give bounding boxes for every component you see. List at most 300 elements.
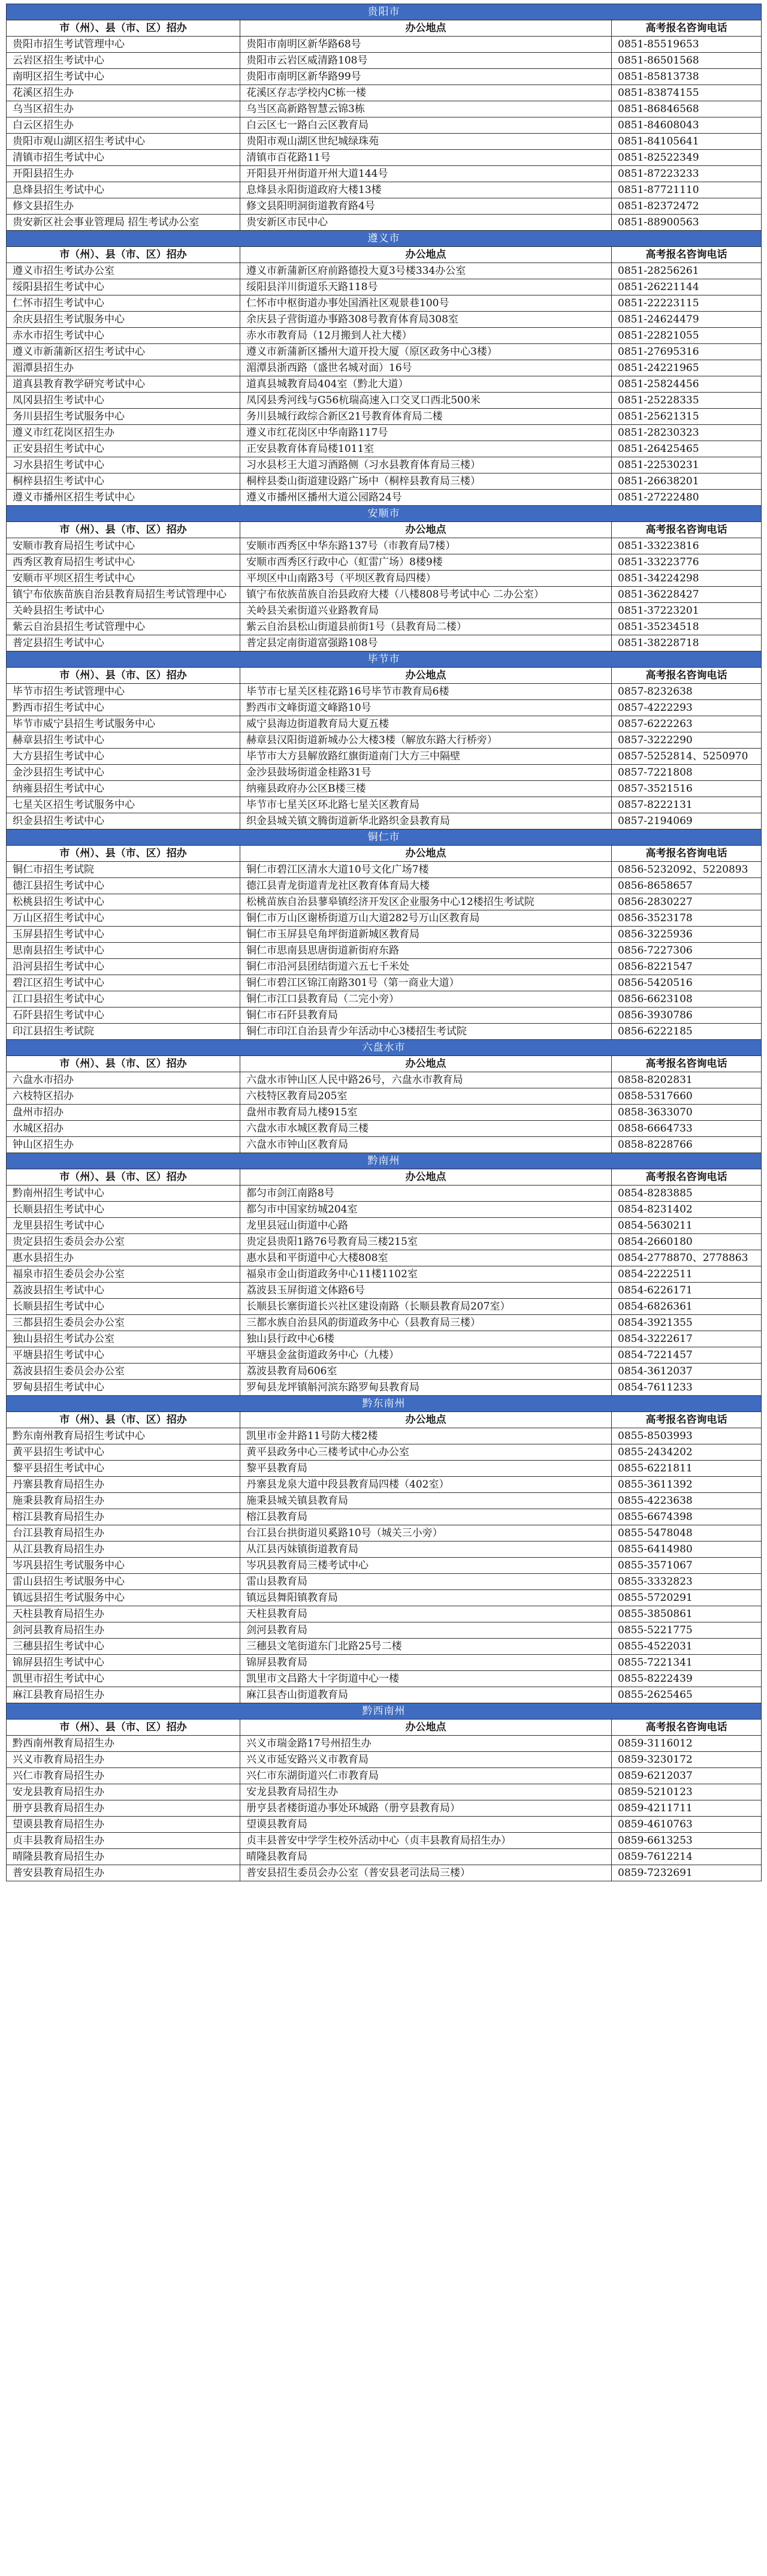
column-header-row xyxy=(7,1412,762,1428)
office-phone-cell: 0851-38228718 xyxy=(612,635,762,651)
region-title: 毕节市 xyxy=(7,651,762,668)
table-row xyxy=(7,813,762,829)
office-phone-cell: 0856-6623108 xyxy=(612,991,762,1008)
table-row xyxy=(7,991,762,1008)
table-row xyxy=(7,1072,762,1088)
office-address-cell: 凯里市金井路11号防大楼2楼 xyxy=(240,1428,612,1444)
office-address-cell: 贞丰县普安中学学生校外活动中心（贞丰县教育局招生办） xyxy=(240,1833,612,1849)
column-header-row xyxy=(7,247,762,263)
office-phone-cell: 0854-8283885 xyxy=(612,1186,762,1202)
table-row xyxy=(7,215,762,231)
table-row xyxy=(7,684,762,700)
table-row xyxy=(7,393,762,409)
office-phone-cell: 0854-2660180 xyxy=(612,1234,762,1250)
table-row xyxy=(7,1655,762,1671)
office-name-cell: 息烽县招生考试中心 xyxy=(7,182,240,198)
office-name-cell: 黄平县招生考试中心 xyxy=(7,1444,240,1461)
office-phone-cell: 0854-2222511 xyxy=(612,1266,762,1283)
office-phone-cell: 0858-8202831 xyxy=(612,1072,762,1088)
column-header-phone: 高考报名咨询电话 xyxy=(612,20,762,37)
office-address-cell: 花溪区存志学校内C栋一楼 xyxy=(240,85,612,101)
office-address-cell: 惠水县和平街道中心大楼808室 xyxy=(240,1250,612,1266)
office-address-cell: 铜仁市碧江区清水大道10号文化广场7楼 xyxy=(240,862,612,878)
office-name-cell: 剑河县教育局招生办 xyxy=(7,1622,240,1639)
office-name-cell: 六盘水市招办 xyxy=(7,1072,240,1088)
office-address-cell: 安顺市西秀区行政中心（虹雷广场）8楼9楼 xyxy=(240,554,612,571)
table-row xyxy=(7,1331,762,1347)
column-header-office: 市（州）、县（市、区）招办 xyxy=(7,20,240,37)
table-row xyxy=(7,587,762,603)
table-row xyxy=(7,635,762,651)
office-phone-cell: 0855-4223638 xyxy=(612,1493,762,1509)
office-address-cell: 从江县丙妹镇街道教育局 xyxy=(240,1542,612,1558)
office-name-cell: 印江县招生考试院 xyxy=(7,1024,240,1040)
region-title: 铜仁市 xyxy=(7,829,762,846)
office-name-cell: 安顺市平坝区招生考试中心 xyxy=(7,571,240,587)
office-address-cell: 修文县阳明洞街道教育路4号 xyxy=(240,198,612,215)
table-row xyxy=(7,1509,762,1525)
office-address-cell: 岑巩县教育局三楼考试中心 xyxy=(240,1558,612,1574)
office-address-cell: 黔西市文峰街道文峰路10号 xyxy=(240,700,612,716)
office-address-cell: 三穗县文笔街道东门北路25号二楼 xyxy=(240,1639,612,1655)
office-address-cell: 务川县城行政综合新区21号教育体育局二楼 xyxy=(240,409,612,425)
office-address-cell: 独山县行政中心6楼 xyxy=(240,1331,612,1347)
table-row xyxy=(7,473,762,490)
region-title: 六盘水市 xyxy=(7,1040,762,1056)
office-phone-cell: 0859-5210123 xyxy=(612,1784,762,1800)
office-phone-cell: 0851-82522349 xyxy=(612,150,762,166)
table-row xyxy=(7,1347,762,1364)
table-row xyxy=(7,716,762,732)
office-phone-cell: 0856-3523178 xyxy=(612,910,762,927)
table-row xyxy=(7,85,762,101)
office-name-cell: 三穗县招生考试中心 xyxy=(7,1639,240,1655)
office-address-cell: 施秉县城关镇县教育局 xyxy=(240,1493,612,1509)
office-name-cell: 关岭县招生考试中心 xyxy=(7,603,240,619)
table-row xyxy=(7,1266,762,1283)
office-name-cell: 西秀区教育局招生考试中心 xyxy=(7,554,240,571)
office-address-cell: 贵安新区市民中心 xyxy=(240,215,612,231)
table-row xyxy=(7,878,762,894)
column-header-row xyxy=(7,1169,762,1186)
office-name-cell: 黔西市招生考试中心 xyxy=(7,700,240,716)
office-address-cell: 都匀市中国家纺城204室 xyxy=(240,1202,612,1218)
office-address-cell: 雷山县教育局 xyxy=(240,1574,612,1590)
table-row xyxy=(7,1622,762,1639)
office-phone-cell: 0851-25621315 xyxy=(612,409,762,425)
office-name-cell: 沿河县招生考试中心 xyxy=(7,959,240,975)
office-name-cell: 正安县招生考试中心 xyxy=(7,441,240,457)
office-phone-cell: 0854-7221457 xyxy=(612,1347,762,1364)
office-phone-cell: 0859-3116012 xyxy=(612,1736,762,1752)
office-name-cell: 务川县招生考试服务中心 xyxy=(7,409,240,425)
table-row xyxy=(7,603,762,619)
office-address-cell: 都匀市剑江南路8号 xyxy=(240,1186,612,1202)
office-address-cell: 天柱县教育局 xyxy=(240,1606,612,1622)
office-name-cell: 贞丰县教育局招生办 xyxy=(7,1833,240,1849)
office-phone-cell: 0851-83874155 xyxy=(612,85,762,101)
office-phone-cell: 0854-3222617 xyxy=(612,1331,762,1347)
office-address-cell: 开阳县开州街道开州大道144号 xyxy=(240,166,612,182)
office-phone-cell: 0858-8228766 xyxy=(612,1137,762,1153)
office-address-cell: 兴义市延安路兴义市教育局 xyxy=(240,1752,612,1768)
table-row xyxy=(7,1833,762,1849)
office-name-cell: 万山区招生考试中心 xyxy=(7,910,240,927)
office-address-cell: 长顺县长寨街道长兴社区建设南路（长顺县教育局207室） xyxy=(240,1299,612,1315)
table-row xyxy=(7,1008,762,1024)
office-name-cell: 遵义市红花岗区招生办 xyxy=(7,425,240,441)
office-address-cell: 铜仁市石阡县教育局 xyxy=(240,1008,612,1024)
table-row xyxy=(7,263,762,279)
office-address-cell: 铜仁市江口县教育局（二完小旁） xyxy=(240,991,612,1008)
table-row xyxy=(7,765,762,781)
office-phone-cell: 0851-35234518 xyxy=(612,619,762,635)
office-address-cell: 道真县城教育局404室（黔北大道） xyxy=(240,376,612,393)
office-phone-cell: 0855-5478048 xyxy=(612,1525,762,1542)
office-address-cell: 桐梓县娄山街道建设路广场中（桐梓县教育局三楼） xyxy=(240,473,612,490)
office-phone-cell: 0856-6222185 xyxy=(612,1024,762,1040)
office-address-cell: 晴隆县教育局 xyxy=(240,1849,612,1865)
office-phone-cell: 0851-22821055 xyxy=(612,328,762,344)
table-row xyxy=(7,1105,762,1121)
office-address-cell: 贵阳市南明区新华路68号 xyxy=(240,37,612,53)
office-phone-cell: 0851-22223115 xyxy=(612,295,762,312)
office-address-cell: 紫云自治县松山街道县前街1号（县教育局二楼） xyxy=(240,619,612,635)
office-address-cell: 镇宁布依族苗族自治县政府大楼（八楼808号考试中心 二办公室） xyxy=(240,587,612,603)
office-phone-cell: 0855-6414980 xyxy=(612,1542,762,1558)
office-name-cell: 碧江区招生考试中心 xyxy=(7,975,240,991)
office-name-cell: 玉屏县招生考试中心 xyxy=(7,927,240,943)
region-header-row xyxy=(7,1703,762,1720)
office-name-cell: 花溪区招生办 xyxy=(7,85,240,101)
office-name-cell: 贵定县招生委员会办公室 xyxy=(7,1234,240,1250)
office-phone-cell: 0855-5720291 xyxy=(612,1590,762,1606)
office-phone-cell: 0851-27695316 xyxy=(612,344,762,360)
office-phone-cell: 0855-3850861 xyxy=(612,1606,762,1622)
table-row xyxy=(7,1186,762,1202)
column-header-row xyxy=(7,668,762,684)
office-name-cell: 金沙县招生考试中心 xyxy=(7,765,240,781)
office-phone-cell: 0851-86846568 xyxy=(612,101,762,117)
office-phone-cell: 0856-5420516 xyxy=(612,975,762,991)
office-address-cell: 织金县城关镇文腾街道新华北路织金县教育局 xyxy=(240,813,612,829)
office-name-cell: 麻江县教育局招生办 xyxy=(7,1687,240,1703)
table-row xyxy=(7,53,762,69)
column-header-row xyxy=(7,1056,762,1072)
office-address-cell: 遵义市红花岗区中华南路117号 xyxy=(240,425,612,441)
office-phone-cell: 0857-3521516 xyxy=(612,781,762,797)
office-name-cell: 三都县招生委员会办公室 xyxy=(7,1315,240,1331)
office-address-cell: 普安县招生委员会办公室（普安县老司法局三楼） xyxy=(240,1865,612,1881)
office-name-cell: 白云区招生办 xyxy=(7,117,240,134)
office-name-cell: 七星关区招生考试服务中心 xyxy=(7,797,240,813)
column-header-address: 办公地点 xyxy=(240,846,612,862)
office-address-cell: 安顺市西秀区中华东路137号（市教育局7楼） xyxy=(240,538,612,554)
office-address-cell: 凤冈县秀河线与G56杭瑞高速入口交叉口西北500米 xyxy=(240,393,612,409)
table-row xyxy=(7,1687,762,1703)
table-row xyxy=(7,441,762,457)
office-name-cell: 凯里市招生考试中心 xyxy=(7,1671,240,1687)
office-phone-cell: 0851-33223776 xyxy=(612,554,762,571)
office-phone-cell: 0854-2778870、2778863 xyxy=(612,1250,762,1266)
column-header-address: 办公地点 xyxy=(240,1056,612,1072)
office-address-cell: 荔波县玉屏街道文体路6号 xyxy=(240,1283,612,1299)
office-phone-cell: 0859-7612214 xyxy=(612,1849,762,1865)
table-row xyxy=(7,1299,762,1315)
office-name-cell: 湄潭县招生办 xyxy=(7,360,240,376)
office-phone-cell: 0851-24221965 xyxy=(612,360,762,376)
office-phone-cell: 0857-8222131 xyxy=(612,797,762,813)
table-row xyxy=(7,1364,762,1380)
office-address-cell: 赤水市教育局（12月搬到人社大楼） xyxy=(240,328,612,344)
office-address-cell: 平塘县金盆街道政务中心（九楼） xyxy=(240,1347,612,1364)
office-address-cell: 铜仁市万山区谢桥街道万山大道282号万山区教育局 xyxy=(240,910,612,927)
region-title: 安顺市 xyxy=(7,506,762,522)
office-name-cell: 安龙县教育局招生办 xyxy=(7,1784,240,1800)
office-address-cell: 松桃苗族自治县蓼皋镇经济开发区企业服务中心12楼招生考试院 xyxy=(240,894,612,910)
office-phone-cell: 0857-8232638 xyxy=(612,684,762,700)
office-phone-cell: 0855-7221341 xyxy=(612,1655,762,1671)
table-row xyxy=(7,1606,762,1622)
office-phone-cell: 0854-7611233 xyxy=(612,1380,762,1396)
office-phone-cell: 0851-82372472 xyxy=(612,198,762,215)
table-row xyxy=(7,894,762,910)
office-phone-cell: 0854-3921355 xyxy=(612,1315,762,1331)
office-address-cell: 镇远县舞阳镇教育局 xyxy=(240,1590,612,1606)
table-row xyxy=(7,1202,762,1218)
table-row xyxy=(7,1234,762,1250)
office-phone-cell: 0855-6674398 xyxy=(612,1509,762,1525)
office-address-cell: 六盘水市钟山区教育局 xyxy=(240,1137,612,1153)
office-address-cell: 毕节市七星关区环北路七星关区教育局 xyxy=(240,797,612,813)
office-address-cell: 册亨县者楼街道办事处环城路（册亨县教育局） xyxy=(240,1800,612,1817)
office-phone-cell: 0851-87721110 xyxy=(612,182,762,198)
table-row xyxy=(7,1137,762,1153)
table-row xyxy=(7,538,762,554)
office-phone-cell: 0859-7232691 xyxy=(612,1865,762,1881)
office-address-cell: 湄潭县浙西路（盛世名城对面）16号 xyxy=(240,360,612,376)
office-name-cell: 普安县教育局招生办 xyxy=(7,1865,240,1881)
office-phone-cell: 0851-85519653 xyxy=(612,37,762,53)
table-row xyxy=(7,360,762,376)
table-row xyxy=(7,1461,762,1477)
office-address-cell: 六盘水市水城区教育局三楼 xyxy=(240,1121,612,1137)
office-name-cell: 雷山县招生考试服务中心 xyxy=(7,1574,240,1590)
office-address-cell: 安龙县教育局招生办 xyxy=(240,1784,612,1800)
office-phone-cell: 0851-25824456 xyxy=(612,376,762,393)
table-row xyxy=(7,1865,762,1881)
office-name-cell: 长顺县招生考试中心 xyxy=(7,1299,240,1315)
office-address-cell: 威宁县海边街道教育局大夏五楼 xyxy=(240,716,612,732)
table-row xyxy=(7,1574,762,1590)
table-row xyxy=(7,910,762,927)
office-name-cell: 大方县招生考试中心 xyxy=(7,749,240,765)
office-address-cell: 铜仁市印江自治县青少年活动中心3楼招生考试院 xyxy=(240,1024,612,1040)
office-name-cell: 望谟县教育局招生办 xyxy=(7,1817,240,1833)
column-header-row xyxy=(7,20,762,37)
office-name-cell: 水城区招办 xyxy=(7,1121,240,1137)
office-phone-cell: 0851-25228335 xyxy=(612,393,762,409)
office-address-cell: 正安县教育体育局楼1011室 xyxy=(240,441,612,457)
table-row xyxy=(7,37,762,53)
office-phone-cell: 0851-27222480 xyxy=(612,490,762,506)
office-address-cell: 兴义市瑞金路17号州招生办 xyxy=(240,1736,612,1752)
office-name-cell: 荔波县招生考试中心 xyxy=(7,1283,240,1299)
office-name-cell: 兴义市教育局招生办 xyxy=(7,1752,240,1768)
office-name-cell: 从江县教育局招生办 xyxy=(7,1542,240,1558)
office-phone-cell: 0854-5630211 xyxy=(612,1218,762,1234)
office-name-cell: 遵义市播州区招生考试中心 xyxy=(7,490,240,506)
office-name-cell: 纳雍县招生考试中心 xyxy=(7,781,240,797)
office-name-cell: 施秉县教育局招生办 xyxy=(7,1493,240,1509)
office-address-cell: 乌当区高新路智慧云锦3栋 xyxy=(240,101,612,117)
column-header-office: 市（州）、县（市、区）招办 xyxy=(7,1412,240,1428)
table-row xyxy=(7,1784,762,1800)
office-address-cell: 贵阳市云岩区威清路108号 xyxy=(240,53,612,69)
region-title: 黔东南州 xyxy=(7,1396,762,1412)
office-address-cell: 六枝特区教育局205室 xyxy=(240,1088,612,1105)
office-address-cell: 龙里县冠山街道中心路 xyxy=(240,1218,612,1234)
office-phone-cell: 0855-6221811 xyxy=(612,1461,762,1477)
office-name-cell: 余庆县招生考试服务中心 xyxy=(7,312,240,328)
office-name-cell: 清镇市招生考试中心 xyxy=(7,150,240,166)
column-header-phone: 高考报名咨询电话 xyxy=(612,846,762,862)
office-name-cell: 习水县招生考试中心 xyxy=(7,457,240,473)
office-name-cell: 钟山区招生办 xyxy=(7,1137,240,1153)
office-name-cell: 贵阳市观山湖区招生考试中心 xyxy=(7,134,240,150)
office-phone-cell: 0851-28230323 xyxy=(612,425,762,441)
office-address-cell: 荔波县教育局606室 xyxy=(240,1364,612,1380)
office-phone-cell: 0855-3611392 xyxy=(612,1477,762,1493)
table-row xyxy=(7,1768,762,1784)
office-name-cell: 云岩区招生考试中心 xyxy=(7,53,240,69)
column-header-phone: 高考报名咨询电话 xyxy=(612,1720,762,1736)
office-name-cell: 罗甸县招生考试中心 xyxy=(7,1380,240,1396)
office-name-cell: 平塘县招生考试中心 xyxy=(7,1347,240,1364)
table-row xyxy=(7,490,762,506)
office-address-cell: 平坝区中山南路3号（平坝区教育局四楼） xyxy=(240,571,612,587)
office-phone-cell: 0851-24624479 xyxy=(612,312,762,328)
office-name-cell: 贵安新区社会事业管理局 招生考试办公室 xyxy=(7,215,240,231)
column-header-phone: 高考报名咨询电话 xyxy=(612,1169,762,1186)
office-phone-cell: 0851-22530231 xyxy=(612,457,762,473)
office-name-cell: 天柱县教育局招生办 xyxy=(7,1606,240,1622)
admissions-office-directory-table xyxy=(6,4,762,1881)
office-phone-cell: 0858-3633070 xyxy=(612,1105,762,1121)
table-row xyxy=(7,312,762,328)
region-header-row xyxy=(7,1396,762,1412)
table-row xyxy=(7,295,762,312)
table-row xyxy=(7,862,762,878)
office-name-cell: 思南县招生考试中心 xyxy=(7,943,240,959)
office-name-cell: 六枝特区招办 xyxy=(7,1088,240,1105)
office-address-cell: 剑河县教育局 xyxy=(240,1622,612,1639)
region-header-row xyxy=(7,651,762,668)
office-name-cell: 台江县教育局招生办 xyxy=(7,1525,240,1542)
table-row xyxy=(7,1024,762,1040)
table-row xyxy=(7,1444,762,1461)
column-header-address: 办公地点 xyxy=(240,1412,612,1428)
office-phone-cell: 0856-3930786 xyxy=(612,1008,762,1024)
table-row xyxy=(7,344,762,360)
table-row xyxy=(7,1493,762,1509)
table-row xyxy=(7,457,762,473)
table-row xyxy=(7,943,762,959)
column-header-phone: 高考报名咨询电话 xyxy=(612,247,762,263)
region-header-row xyxy=(7,829,762,846)
office-address-cell: 金沙县鼓场街道金桂路31号 xyxy=(240,765,612,781)
table-row xyxy=(7,166,762,182)
table-row xyxy=(7,1800,762,1817)
table-row xyxy=(7,101,762,117)
office-name-cell: 镇远县招生考试服务中心 xyxy=(7,1590,240,1606)
office-name-cell: 赫章县招生考试中心 xyxy=(7,732,240,749)
office-name-cell: 荔波县招生委员会办公室 xyxy=(7,1364,240,1380)
column-header-address: 办公地点 xyxy=(240,1720,612,1736)
office-name-cell: 毕节市威宁县招生考试服务中心 xyxy=(7,716,240,732)
office-phone-cell: 0851-26638201 xyxy=(612,473,762,490)
column-header-phone: 高考报名咨询电话 xyxy=(612,522,762,538)
table-row xyxy=(7,1525,762,1542)
column-header-address: 办公地点 xyxy=(240,522,612,538)
table-row xyxy=(7,1849,762,1865)
office-name-cell: 遵义市招生考试办公室 xyxy=(7,263,240,279)
table-row xyxy=(7,619,762,635)
office-phone-cell: 0856-8658657 xyxy=(612,878,762,894)
table-row xyxy=(7,1752,762,1768)
office-address-cell: 铜仁市思南县思唐街道新街府东路 xyxy=(240,943,612,959)
office-address-cell: 白云区七一路白云区教育局 xyxy=(240,117,612,134)
office-address-cell: 绥阳县洋川街道乐天路118号 xyxy=(240,279,612,295)
table-row xyxy=(7,425,762,441)
column-header-office: 市（州）、县（市、区）招办 xyxy=(7,846,240,862)
table-row xyxy=(7,279,762,295)
column-header-office: 市（州）、县（市、区）招办 xyxy=(7,1720,240,1736)
office-address-cell: 清镇市百花路11号 xyxy=(240,150,612,166)
table-row xyxy=(7,69,762,85)
office-address-cell: 盘州市教育局九楼915室 xyxy=(240,1105,612,1121)
office-phone-cell: 0857-6222263 xyxy=(612,716,762,732)
office-address-cell: 毕节市大方县解放路红旗街道南门大方三中隔壁 xyxy=(240,749,612,765)
region-title: 贵阳市 xyxy=(7,4,762,20)
office-address-cell: 贵阳市南明区新华路99号 xyxy=(240,69,612,85)
office-address-cell: 福泉市金山街道政务中心11楼1102室 xyxy=(240,1266,612,1283)
office-address-cell: 息烽县永阳街道政府大楼13楼 xyxy=(240,182,612,198)
column-header-office: 市（州）、县（市、区）招办 xyxy=(7,1056,240,1072)
office-phone-cell: 0851-84105641 xyxy=(612,134,762,150)
table-row xyxy=(7,1283,762,1299)
office-name-cell: 织金县招生考试中心 xyxy=(7,813,240,829)
office-address-cell: 黄平县政务中心三楼考试中心办公室 xyxy=(240,1444,612,1461)
column-header-office: 市（州）、县（市、区）招办 xyxy=(7,668,240,684)
office-phone-cell: 0855-8503993 xyxy=(612,1428,762,1444)
office-address-cell: 锦屏县教育局 xyxy=(240,1655,612,1671)
office-phone-cell: 0851-26425465 xyxy=(612,441,762,457)
office-address-cell: 习水县杉王大道习酒路侧（习水县教育体育局三楼） xyxy=(240,457,612,473)
region-header-row xyxy=(7,231,762,247)
office-phone-cell: 0856-8221547 xyxy=(612,959,762,975)
column-header-row xyxy=(7,846,762,862)
office-address-cell: 普定县定南街道富强路108号 xyxy=(240,635,612,651)
table-row xyxy=(7,1121,762,1137)
office-phone-cell: 0851-33223816 xyxy=(612,538,762,554)
office-phone-cell: 0857-4222293 xyxy=(612,700,762,716)
table-row xyxy=(7,732,762,749)
office-name-cell: 册亨县教育局招生办 xyxy=(7,1800,240,1817)
table-row xyxy=(7,1428,762,1444)
office-phone-cell: 0859-3230172 xyxy=(612,1752,762,1768)
office-phone-cell: 0855-3571067 xyxy=(612,1558,762,1574)
